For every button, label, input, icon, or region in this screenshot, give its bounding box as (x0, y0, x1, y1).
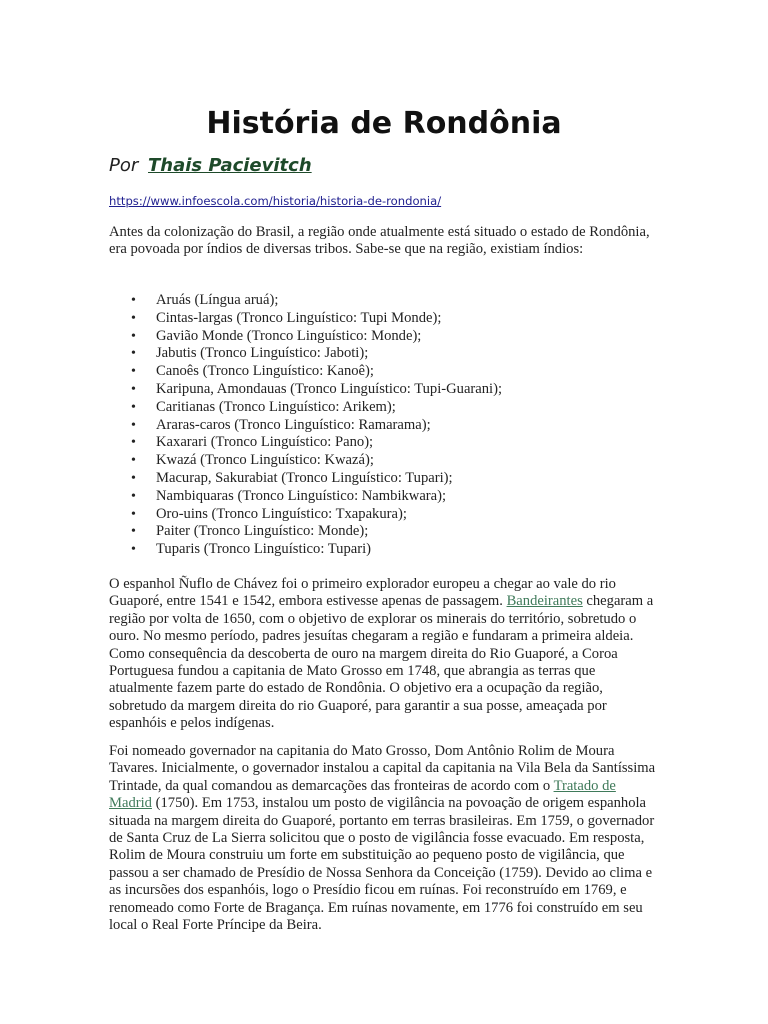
list-item: • Caritianas (Tronco Linguístico: Arikem); (109, 399, 669, 417)
list-item: • Kaxarari (Tronco Linguístico: Pano); (109, 434, 669, 452)
list-item: • Oro-uins (Tronco Linguístico: Txapakura); (109, 506, 669, 524)
list-item: • Araras-caros (Tronco Linguístico: Ramarama); (109, 417, 669, 435)
list-item: • Canoês (Tronco Linguístico: Kanoê); (109, 363, 669, 381)
paragraph-text: O espanhol Ñuflo de Chávez foi o primeiro explorador europeu a chegar ao vale do rio Guaporé, entre 1541 e 1542, embora estivesse apenas de passagem. (109, 576, 616, 610)
list-item: • Jabutis (Tronco Linguístico: Jaboti); (109, 345, 669, 363)
source-url-link[interactable]: https://www.infoescola.com/historia/historia-de-rondonia/ (109, 194, 442, 208)
byline (109, 153, 312, 179)
paragraph-text: Foi nomeado governador na capitania do Mato Grosso, Dom Antônio Rolim de Moura Tavares. Inicialmente, o governador instalou a capital da capitania na Vila Bela da Santíssima Trintade, da qual comandou as demarcações das fronteiras de acordo com o (109, 743, 656, 794)
paragraph-text: (1750). Em 1753, instalou um posto de vigilância na povoação de origem espanhola situada na margem direita do Guaporé, portanto em terras brasileiras. Em 1759, o governador de Santa Cruz de La Sierra solicitou que o posto de vigilância fosse evacuado. Em resposta, Rolim de Moura construiu um forte em substituição ao pequeno posto de vigilância, que passou a ser chamado de Presídio de Nossa Senhora da Conceição (1759). Devido ao clima e as incursões dos espanhóis, logo o Presídio ficou em ruínas. Foi reconstruído em 1769, e renomeado como Forte de Bragança. Em ruínas novamente, em 1776 foi construído em seu local o Real Forte Príncipe da Beira. (109, 795, 655, 934)
list-item: • Karipuna, Amondauas (Tronco Linguístico: Tupi-Guarani); (109, 381, 669, 399)
list-item: • Tuparis (Tronco Linguístico: Tupari) (109, 541, 669, 559)
list-item: • Kwazá (Tronco Linguístico: Kwazá); (109, 452, 669, 470)
list-item: • Macurap, Sakurabiat (Tronco Linguístico: Tupari); (109, 470, 669, 488)
paragraph-governor (109, 743, 659, 934)
intro-paragraph: Antes da colonização do Brasil, a região onde atualmente está situado o estado de Rondônia, era povoada por índios de diversas tribos. Sabe-se que na região, existiam índios: (109, 224, 650, 258)
page-title: História de Rondônia (206, 106, 562, 141)
list-item: • Aruás (Língua aruá); (109, 292, 669, 310)
bandeirantes-link[interactable]: Bandeirantes (506, 593, 583, 610)
list-item: • Nambiquaras (Tronco Linguístico: Nambikwara); (109, 488, 669, 506)
list-item: • Paiter (Tronco Linguístico: Monde); (109, 523, 669, 541)
author-link[interactable]: Thais Pacievitch (148, 155, 312, 176)
tribes-list (109, 292, 669, 559)
list-item: • Gavião Monde (Tronco Linguístico: Monde); (109, 328, 669, 346)
paragraph-text: chegaram a região por volta de 1650, com o objetivo de explorar os minerais do território, sobretudo o ouro. No mesmo período, padres jesuítas chegaram a região e fundaram a primeira aldeia. Como consequência da descoberta de ouro na margem direita do Rio Guaporé, a Coroa Portuguesa fundou a capitania de Mato Grosso em 1748, que abrangia as terras que atualmente fazem parte do estado de Rondônia. O objetivo era a ocupação da região, sobretudo da margem direita do rio Guaporé, para garantir a sua posse, ameaçada por espanhóis e pelos indígenas. (109, 593, 654, 732)
tratado-de-madrid-link[interactable]: Tratado de Madrid (109, 777, 616, 812)
paragraph-exploration (109, 576, 659, 733)
list-item: • Cintas-largas (Tronco Linguístico: Tupi Monde); (109, 310, 669, 328)
byline-prefix: Por (109, 155, 139, 176)
